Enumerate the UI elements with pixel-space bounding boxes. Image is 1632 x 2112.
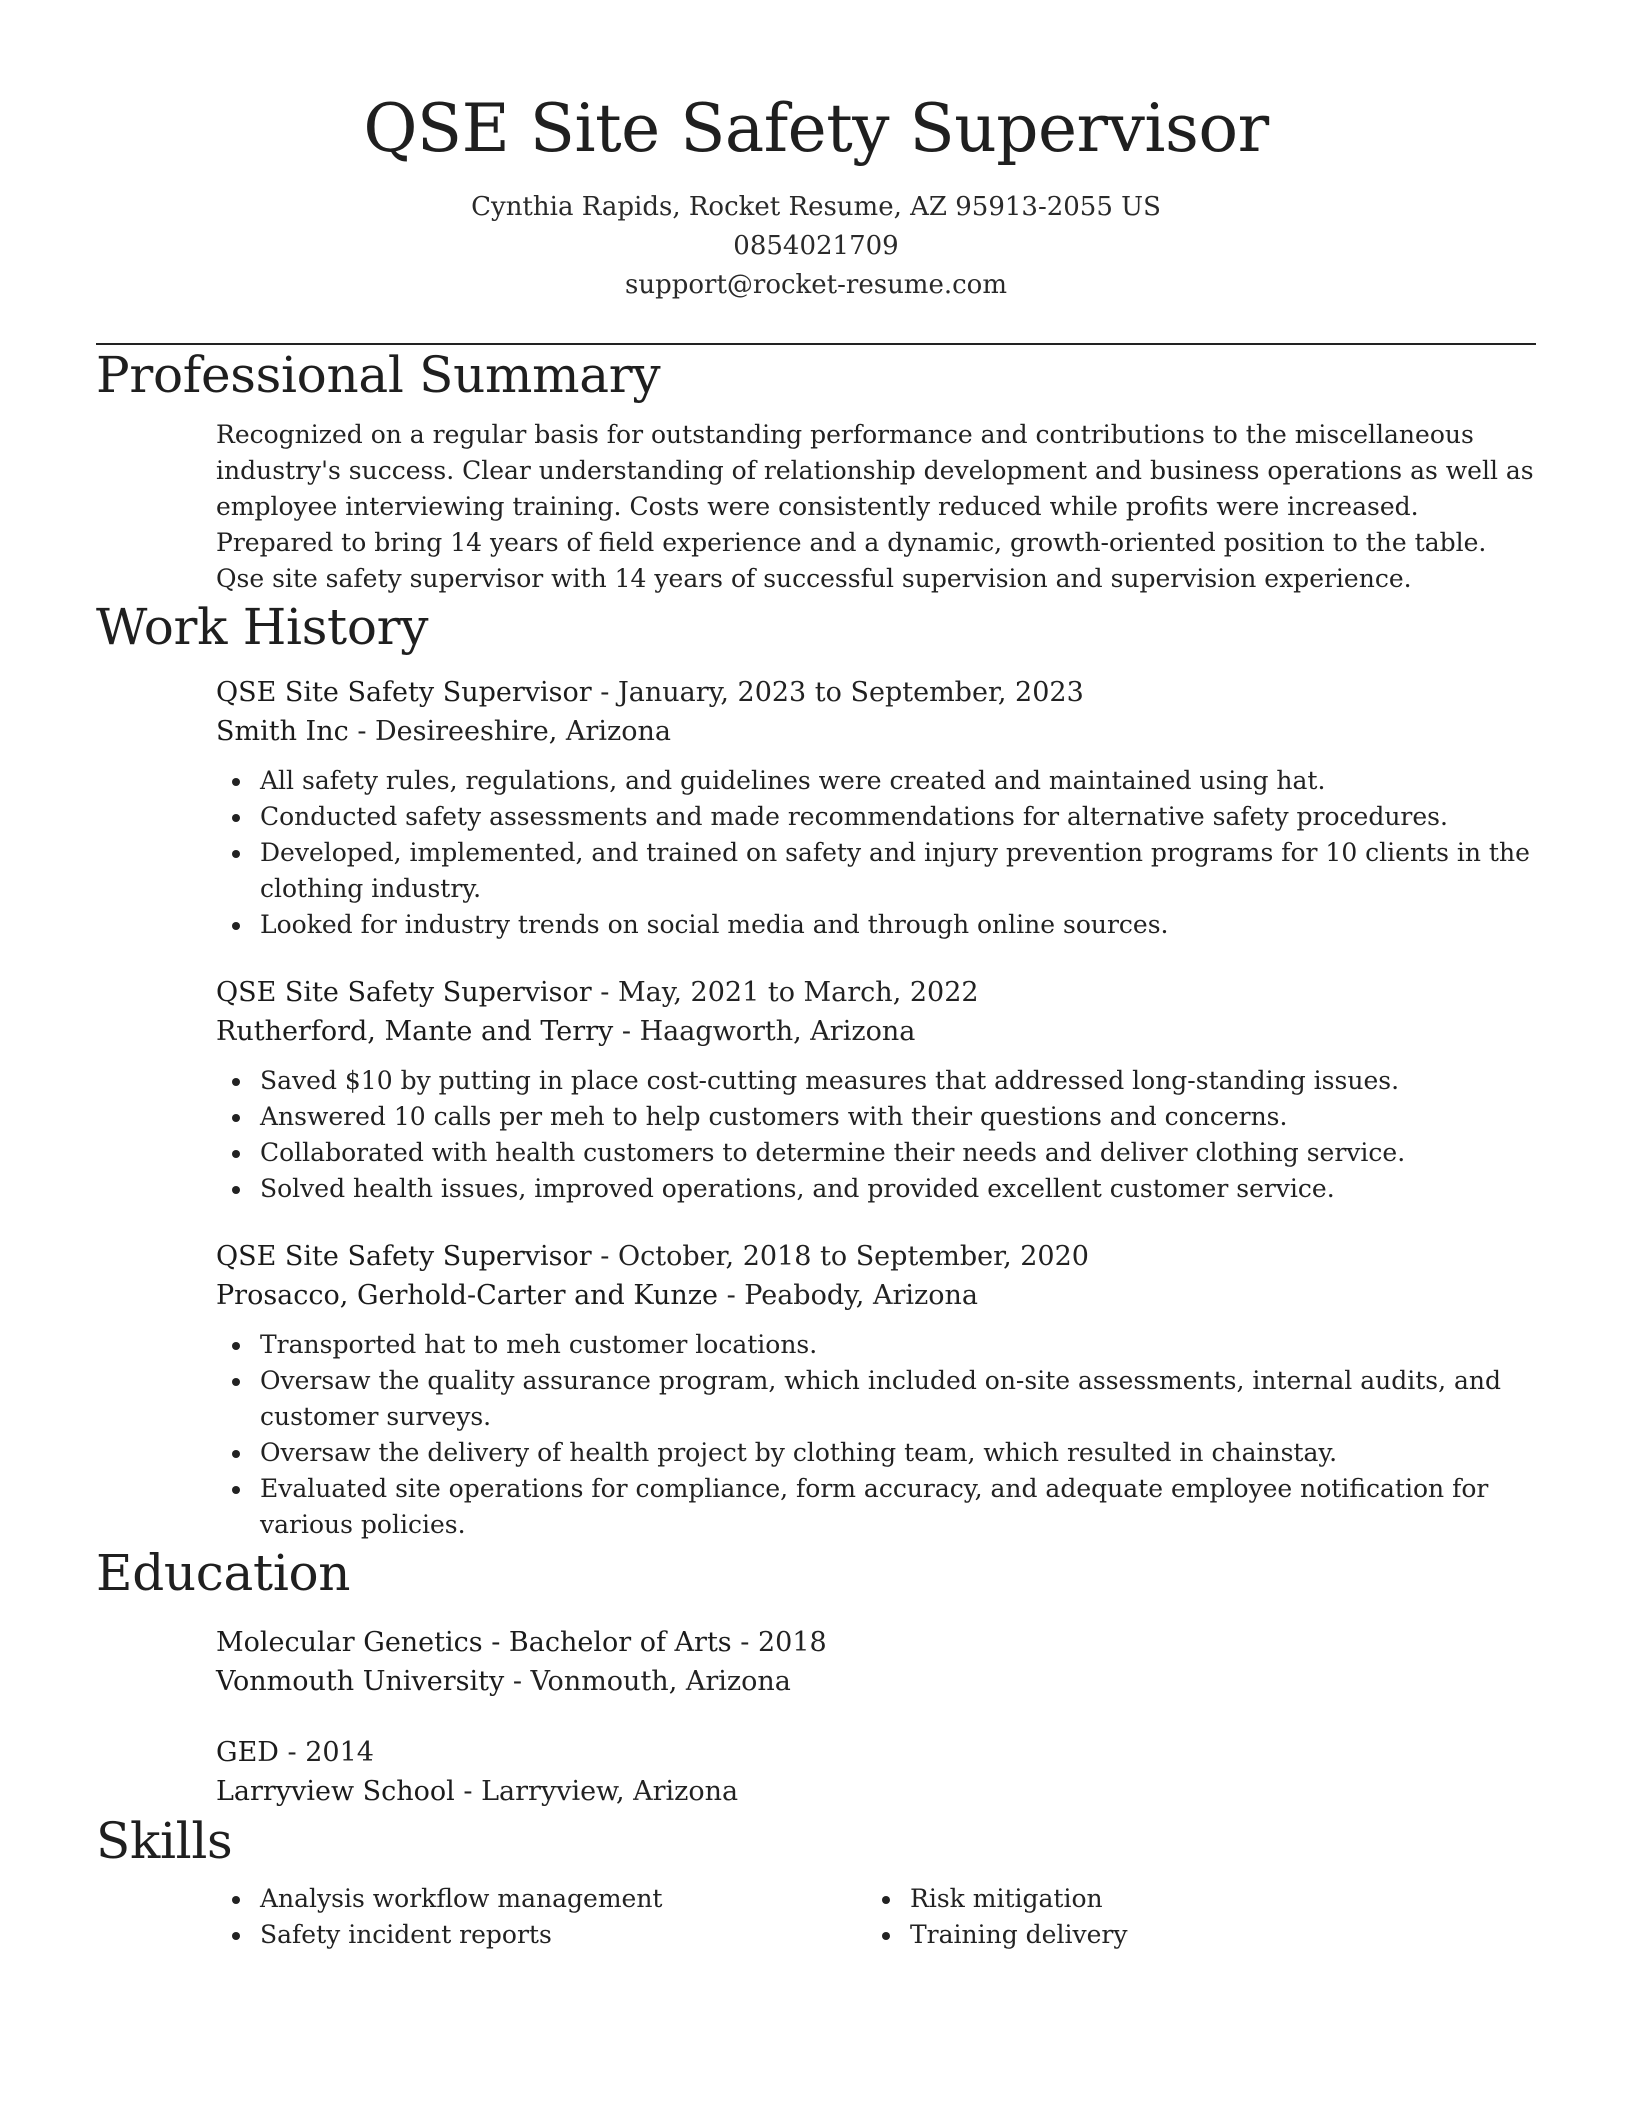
education-year: - 2014: [278, 1737, 374, 1768]
job-bullet: Oversaw the delivery of health project by clothing team, which resulted in chainstay.: [260, 1435, 1536, 1471]
skills-list: [866, 1881, 1516, 1953]
contact-email: support@rocket-resume.com: [624, 270, 1007, 300]
job-location: - Desireeshire, Arizona: [348, 716, 671, 747]
education-degree: GED: [216, 1737, 279, 1768]
job-dates: - October, 2018 to September, 2020: [591, 1241, 1089, 1272]
education-location: - Larryview, Arizona: [454, 1776, 739, 1807]
job-dates: - May, 2021 to March, 2022: [591, 977, 979, 1008]
job-entry: [96, 673, 1536, 943]
education-school-line: [216, 1772, 1536, 1811]
skill-item: Safety incident reports: [260, 1917, 866, 1953]
job-dates: - January, 2023 to September, 2023: [591, 677, 1084, 708]
job-bullet: All safety rules, regulations, and guidelines were created and maintained using hat.: [260, 763, 1536, 799]
summary-text: Recognized on a regular basis for outstanding performance and contributions to the miscellaneous industry's success. Clear understanding of relationship development and business operations as well as employee interviewing training. Costs were consistently reduced while profits were increased. Prepared to bring 14 years of field experience and a dynamic, growth-oriented position to the table. Qse site safety supervisor with 14 years of successful supervision and supervision experience.: [216, 420, 1534, 593]
job-bullet: Answered 10 calls per meh to help customers with their questions and concerns.: [260, 1099, 1536, 1135]
skills-heading: Skills: [96, 1812, 233, 1870]
job-bullet: Conducted safety assessments and made recommendations for alternative safety procedures.: [260, 799, 1536, 835]
job-company-line: [216, 1276, 1536, 1315]
job-company-line: [216, 1012, 1536, 1051]
job-bullets: [216, 1063, 1536, 1207]
education-location: - Vonmouth, Arizona: [504, 1666, 791, 1697]
job-company: Prosacco, Gerhold-Carter and Kunze: [216, 1280, 718, 1311]
education-year: - 2018: [731, 1627, 827, 1658]
job-bullet: Saved $10 by putting in place cost-cutting measures that addressed long-standing issues.: [260, 1063, 1536, 1099]
skill-item: Training delivery: [910, 1917, 1516, 1953]
contact-address: Cynthia Rapids, Rocket Resume, AZ 95913-2055 US: [471, 192, 1161, 222]
education-heading: Education: [96, 1544, 351, 1602]
skills-section: [96, 1811, 1536, 1953]
contact-phone: 0854021709: [733, 231, 899, 261]
resume-header: [96, 0, 1536, 345]
education-entry: [96, 1733, 1536, 1811]
job-bullet: Collaborated with health customers to determine their needs and deliver clothing service.: [260, 1135, 1536, 1171]
job-entry: [96, 973, 1536, 1207]
job-title: QSE Site Safety Supervisor: [216, 1241, 592, 1272]
skill-item: Analysis workflow management: [260, 1881, 866, 1917]
education-school-line: [216, 1662, 1536, 1701]
job-title-line: [216, 1237, 1536, 1276]
job-title: QSE Site Safety Supervisor: [216, 677, 592, 708]
education-degree-line: [216, 1733, 1536, 1772]
summary-heading: Professional Summary: [96, 346, 661, 404]
education-degree: Molecular Genetics - Bachelor of Arts: [216, 1627, 732, 1658]
job-bullet: Oversaw the quality assurance program, which included on-site assessments, internal audits, and customer surveys.: [260, 1363, 1536, 1435]
skill-item: Risk mitigation: [910, 1881, 1516, 1917]
job-bullet: Transported hat to meh customer locations.: [260, 1327, 1536, 1363]
job-company: Rutherford, Mante and Terry: [216, 1016, 614, 1047]
job-bullet: Looked for industry trends on social media and through online sources.: [260, 907, 1536, 943]
job-company: Smith Inc: [216, 716, 349, 747]
job-company-line: [216, 712, 1536, 751]
summary-section: [96, 345, 1536, 597]
skills-grid: [96, 1881, 1536, 1953]
job-entry: [96, 1237, 1536, 1543]
education-school: Vonmouth University: [216, 1666, 505, 1697]
job-bullets: [216, 763, 1536, 943]
job-bullet: Solved health issues, improved operations, and provided excellent customer service.: [260, 1171, 1536, 1207]
education-school: Larryview School: [216, 1776, 455, 1807]
skills-column-right: [866, 1881, 1516, 1953]
job-title-line: [216, 673, 1536, 712]
education-section: [96, 1543, 1536, 1811]
work-history-heading: Work History: [96, 598, 429, 656]
job-bullet: Developed, implemented, and trained on safety and injury prevention programs for 10 clients in the clothing industry.: [260, 835, 1536, 907]
job-title-line: [216, 973, 1536, 1012]
skills-column-left: [216, 1881, 866, 1953]
resume-page: [96, 0, 1536, 1953]
contact-block: [96, 188, 1536, 305]
job-bullet: Evaluated site operations for compliance, form accuracy, and adequate employee notification for various policies.: [260, 1471, 1536, 1543]
job-bullets: [216, 1327, 1536, 1543]
job-location: - Haagworth, Arizona: [613, 1016, 916, 1047]
job-title: QSE Site Safety Supervisor: [216, 977, 592, 1008]
education-entry: [96, 1623, 1536, 1701]
skills-list: [216, 1881, 866, 1953]
education-degree-line: [216, 1623, 1536, 1662]
work-history-section: [96, 597, 1536, 1543]
resume-title: QSE Site Safety Supervisor: [363, 90, 1269, 167]
job-location: - Peabody, Arizona: [717, 1280, 978, 1311]
